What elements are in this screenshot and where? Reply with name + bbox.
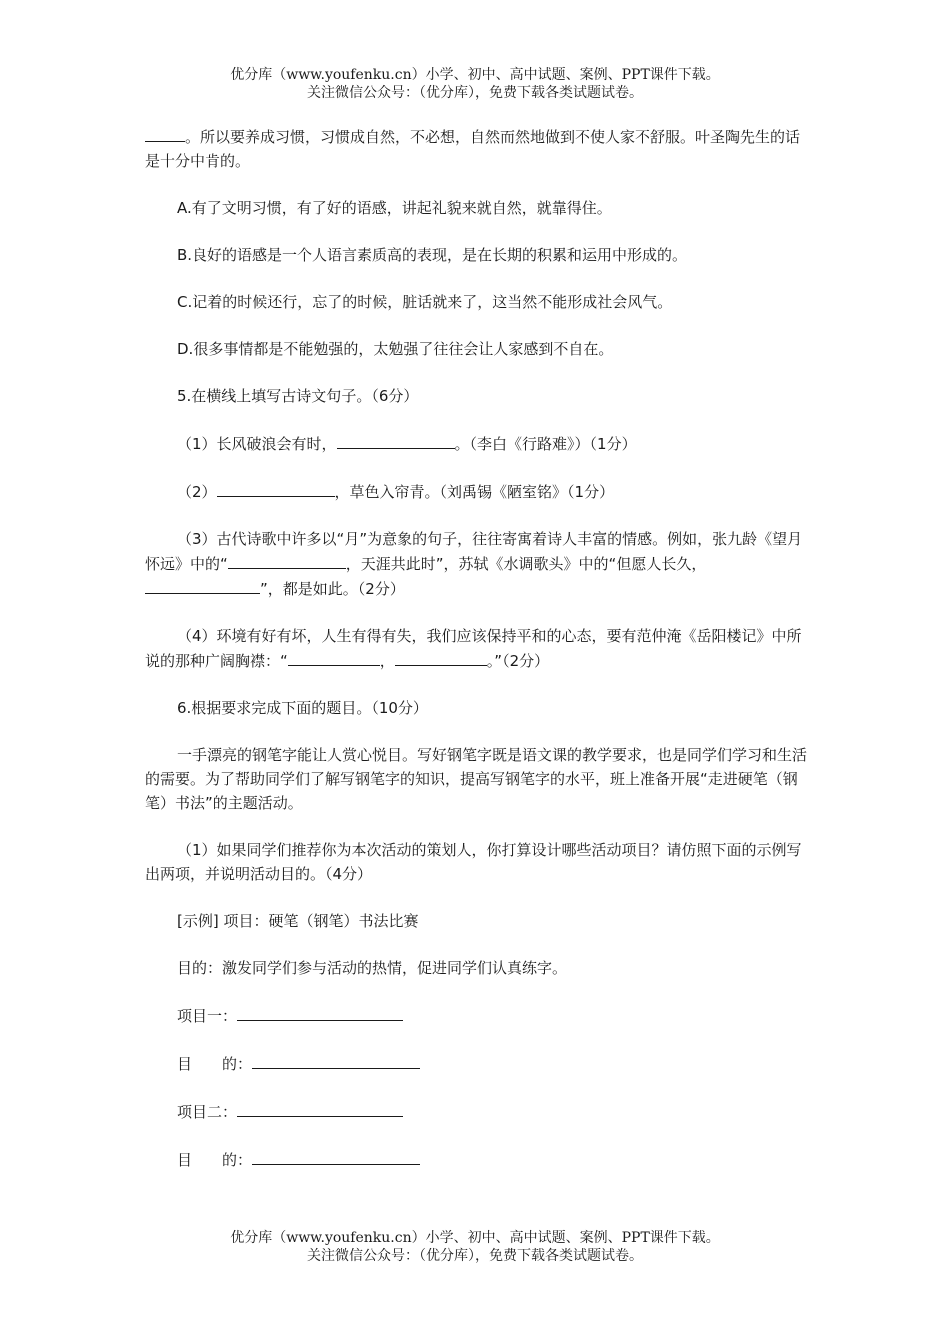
question-6-title: 6.根据要求完成下面的题目。（10分） [177, 699, 428, 717]
option-d: D.很多事情都是不能勉强的，太勉强了往往会让人家感到不自在。 [177, 340, 614, 358]
option-c: C.记着的时候还行，忘了的时候，脏话就来了，这当然不能形成社会风气。 [177, 293, 673, 311]
answer-blank[interactable] [228, 551, 346, 569]
q5-item4-part3: 。”（2分） [486, 652, 550, 670]
purpose-2-blank[interactable] [252, 1147, 420, 1165]
answer-blank[interactable] [288, 648, 380, 666]
page-header [0, 66, 950, 102]
q5-item3-part1: （3）古代诗歌中许多以“月”为意象的句子，往往寄寓着诗人丰富的情感。例如，张九龄《望月怀远》中的“ [145, 530, 803, 573]
question-6-passage: 一手漂亮的钢笔字能让人赏心悦目。写好钢笔字既是语文课的教学要求，也是同学们学习和生活的需要。为了帮助同学们了解写钢笔字的知识，提高写钢笔字的水平，班上准备开展“走进硬笔（钢笔）书法”的主题活动。 [145, 746, 808, 812]
intro-paragraph [145, 124, 810, 173]
project-2-blank[interactable] [237, 1099, 403, 1117]
project-1-row [145, 1003, 810, 1028]
purpose-1-blank[interactable] [252, 1051, 420, 1069]
answer-blank[interactable] [337, 431, 455, 449]
q5-item4-part1: （4）环境有好有坏，人生有得有失，我们应该保持平和的心态，要有范仲淹《岳阳楼记》中所说的那种广阔胸襟：“ [145, 627, 802, 670]
purpose-2-row [145, 1147, 810, 1172]
purpose-1-row [145, 1051, 810, 1076]
q5-item2-before: （2） [177, 483, 217, 501]
q5-item3-part3: ”，都是如此。（2分） [260, 580, 405, 598]
answer-blank[interactable] [145, 124, 185, 142]
footer-line-2: 关注微信公众号：（优分库），免费下载各类试题试卷。 [307, 1248, 643, 1264]
question-5-title: 5.在横线上填写古诗文句子。（6分） [177, 387, 419, 405]
q5-item2-after: ，草色入帘青。（刘禹锡《陋室铭》（1分） [334, 483, 615, 501]
example-project: [示例] 项目：硬笔（钢笔）书法比赛 [177, 912, 419, 930]
project-2-label: 项目二： [177, 1103, 238, 1121]
example-purpose: 目的：激发同学们参与活动的热情，促进同学们认真练字。 [177, 959, 568, 977]
question-5-item-3 [145, 527, 810, 601]
q5-item3-part2: ，天涯共此时”，苏轼《水调歌头》中的“但愿人长久， [345, 555, 707, 573]
purpose-2-label-b: 的： [222, 1151, 253, 1169]
q5-item1-before: （1）长风破浪会有时， [177, 435, 337, 453]
header-line-1: 优分库（www.youfenku.cn）小学、初中、高中试题、案例、PPT课件下载。 [230, 67, 720, 83]
question-6-sub-1: （1）如果同学们推荐你为本次活动的策划人，你打算设计哪些活动项目？请仿照下面的示例写出两项，并说明活动目的。（4分） [145, 841, 802, 883]
answer-blank[interactable] [395, 648, 487, 666]
question-5-item-4 [145, 624, 810, 673]
intro-text: 。所以要养成习惯，习惯成自然，不必想，自然而然地做到不使人家不舒服。叶圣陶先生的话是十分中肯的。 [145, 128, 801, 170]
purpose-1-label-a: 目 [177, 1055, 193, 1073]
q5-item1-after: 。（李白《行路难》）（1分） [454, 435, 637, 453]
answer-blank[interactable] [217, 479, 335, 497]
question-5-item-2 [145, 479, 810, 504]
page-footer [0, 1229, 950, 1265]
project-1-blank[interactable] [237, 1003, 403, 1021]
purpose-2-label-a: 目 [177, 1151, 193, 1169]
project-1-label: 项目一： [177, 1007, 238, 1025]
footer-line-1: 优分库（www.youfenku.cn）小学、初中、高中试题、案例、PPT课件下载。 [230, 1230, 720, 1246]
answer-blank[interactable] [145, 576, 260, 594]
project-2-row [145, 1099, 810, 1124]
option-b: B.良好的语感是一个人语言素质高的表现，是在长期的积累和运用中形成的。 [177, 246, 688, 264]
q5-item4-part2: ， [379, 652, 395, 670]
question-5-item-1 [145, 431, 810, 456]
purpose-1-label-b: 的： [222, 1055, 253, 1073]
option-a: A.有了文明习惯，有了好的语感，讲起礼貌来就自然，就靠得住。 [177, 199, 612, 217]
document-body [145, 124, 810, 1195]
header-line-2: 关注微信公众号：（优分库），免费下载各类试题试卷。 [307, 85, 643, 101]
